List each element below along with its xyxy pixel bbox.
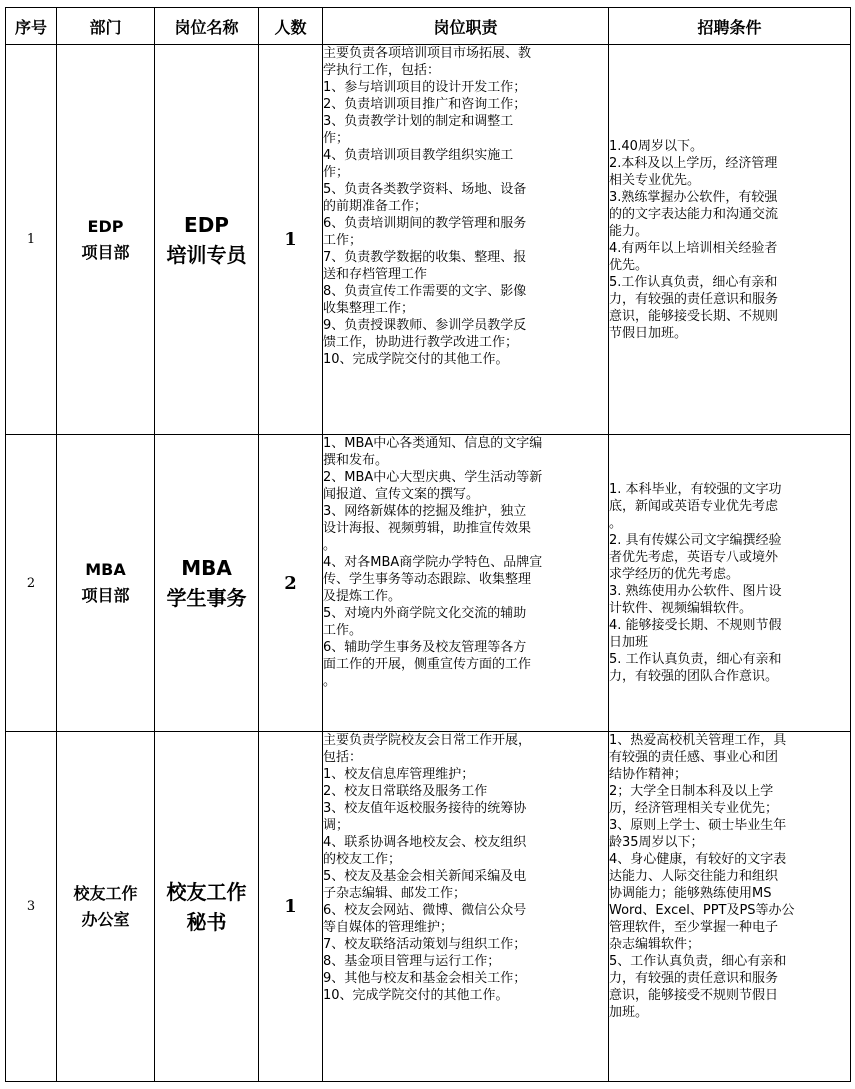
text-line: 8、负责宣传工作需要的文字、影像 xyxy=(323,284,527,299)
text-line: 主要负责各项培训项目市场拓展、教 xyxy=(323,46,532,61)
text-line: 1、参与培训项目的设计开发工作； xyxy=(323,80,527,95)
text-line: 。 xyxy=(323,674,337,689)
text-line: 2、负责培训项目推广和咨询工作； xyxy=(323,97,527,112)
text-line: 有较强的责任感、事业心和团 xyxy=(609,750,779,765)
text-line: 4、对各MBA商学院办学特色、品牌宣 xyxy=(323,555,543,570)
text-line: 者优先考虑，英语专八或境外 xyxy=(609,550,779,565)
text-line: 计软件、视频编辑软件。 xyxy=(609,601,753,616)
duties-cell xyxy=(323,435,609,732)
table-row xyxy=(6,732,851,1082)
text-line: 1、校友信息库管理维护； xyxy=(323,767,475,782)
text-line: 达能力、人际交往能力和组织 xyxy=(609,869,779,884)
text-line: 作； xyxy=(323,165,350,180)
position-line: MBA xyxy=(181,556,232,580)
text-line: 1.40周岁以下。 xyxy=(609,138,703,154)
text-line: 2、MBA中心大型庆典、学生活动等新 xyxy=(323,470,543,485)
requirements-cell xyxy=(609,435,851,732)
text-line: 闻报道、宣传文案的撰写。 xyxy=(323,487,480,502)
text-line: 传、学生事务等动态跟踪、收集整理 xyxy=(323,572,532,587)
text-line: 能力。 xyxy=(609,223,649,239)
text-line: 5、校友及基金会相关新闻采编及电 xyxy=(323,869,527,884)
seq-cell: 1 xyxy=(6,45,57,435)
text-line: 日加班 xyxy=(609,635,649,650)
text-line: 5. 工作认真负责，细心有亲和 xyxy=(609,652,782,667)
text-line: 5、负责各类教学资料、场地、设备 xyxy=(323,182,527,197)
text-line: 的的文字表达能力和沟通交流 xyxy=(609,206,779,222)
text-line: 3、原则上学士、硕士毕业生年 xyxy=(609,818,787,833)
text-line: 10、完成学院交付的其他工作。 xyxy=(323,352,509,367)
text-line: 工作； xyxy=(323,233,363,248)
text-line: 3、校友值年返校服务接待的统筹协 xyxy=(323,801,527,816)
text-line: 杂志编辑软件； xyxy=(609,937,701,952)
text-line: 撰和发布。 xyxy=(323,453,389,468)
text-line: 3、网络新媒体的挖掘及维护，独立 xyxy=(323,504,527,519)
text-line: 10、完成学院交付的其他工作。 xyxy=(323,988,509,1003)
text-line: 2；大学全日制本科及以上学 xyxy=(609,784,774,799)
text-line: 4、负责培训项目教学组织实施工 xyxy=(323,148,514,163)
text-line: 调； xyxy=(323,818,350,833)
dept-cell xyxy=(57,732,155,1082)
text-line: 意识，能够接受不规则节假日 xyxy=(609,988,779,1003)
text-line: 求学经历的优先考虑。 xyxy=(609,567,740,582)
text-line: 6、辅助学生事务及校友管理等各方 xyxy=(323,640,527,655)
table-row xyxy=(6,45,851,435)
text-line: 9、其他与校友和基金会相关工作； xyxy=(323,971,527,986)
text-line: 包括： xyxy=(323,750,363,765)
duties-cell xyxy=(323,45,609,435)
dept-cell xyxy=(57,45,155,435)
text-line: 意识，能够接受长期、不规则 xyxy=(609,308,779,324)
text-line: 2. 具有传媒公司文字编撰经验 xyxy=(609,533,782,548)
text-line: 6、校友会网站、微博、微信公众号 xyxy=(323,903,527,918)
text-line: 主要负责学院校友会日常工作开展， xyxy=(323,733,532,748)
text-line: 馈工作，协助进行教学改进工作； xyxy=(323,335,519,350)
text-line: 1、热爱高校机关管理工作，具 xyxy=(609,733,787,748)
text-line: 2、校友日常联络及服务工作 xyxy=(323,784,488,799)
duties-cell xyxy=(323,732,609,1082)
text-line: 。 xyxy=(323,538,337,553)
text-line: 送和存档管理工作 xyxy=(323,267,428,282)
text-line: 相关专业优先。 xyxy=(609,172,701,188)
text-line: 结协作精神； xyxy=(609,767,688,782)
text-line: 8、基金项目管理与运行工作； xyxy=(323,954,501,969)
text-line: 1、MBA中心各类通知、信息的文字编 xyxy=(323,436,543,451)
text-line: 1. 本科毕业，有较强的文字功 xyxy=(609,482,782,497)
count-cell: 1 xyxy=(259,732,323,1082)
position-line: 培训专员 xyxy=(166,242,247,267)
text-line: 作； xyxy=(323,131,350,146)
text-line: 5、工作认真负责，细心有亲和 xyxy=(609,954,787,969)
dept-line: MBA xyxy=(85,560,126,579)
text-line: Word、Excel、PPT及PS等办公 xyxy=(609,903,795,918)
dept-line: 校友工作 xyxy=(73,883,138,903)
header-count: 人数 xyxy=(259,8,323,45)
position-line: 秘书 xyxy=(186,909,227,934)
position-line: 校友工作 xyxy=(166,879,247,904)
text-line: 工作。 xyxy=(323,623,363,638)
text-line: 节假日加班。 xyxy=(609,325,688,341)
dept-cell xyxy=(57,435,155,732)
text-line: 7、校友联络活动策划与组织工作； xyxy=(323,937,527,952)
seq-cell: 2 xyxy=(6,435,57,732)
dept-line: 项目部 xyxy=(81,242,130,262)
recruitment-table xyxy=(5,7,851,1082)
text-line: 9、负责授课教师、参训学员教学反 xyxy=(323,318,527,333)
text-line: 管理软件，至少掌握一种电子 xyxy=(609,920,779,935)
position-line: EDP xyxy=(184,212,229,237)
table-row xyxy=(6,435,851,732)
text-line: 协调能力；能够熟练使用MS xyxy=(609,886,772,901)
text-line: 收集整理工作； xyxy=(323,301,415,316)
text-line: 3、负责教学计划的制定和调整工 xyxy=(323,114,514,129)
text-line: 历，经济管理相关专业优先； xyxy=(609,801,779,816)
position-line: 学生事务 xyxy=(166,586,247,610)
header-requirements: 招聘条件 xyxy=(609,8,851,45)
dept-line: EDP xyxy=(87,216,124,236)
text-line: 5.工作认真负责，细心有亲和 xyxy=(609,274,778,290)
text-line: 设计海报、视频剪辑，助推宣传效果 xyxy=(323,521,532,536)
text-line: 的前期准备工作； xyxy=(323,199,428,214)
text-line: 4、身心健康，有较好的文字表 xyxy=(609,852,787,867)
text-line: 。 xyxy=(609,516,623,531)
count-cell: 2 xyxy=(259,435,323,732)
dept-line: 办公室 xyxy=(81,909,130,929)
text-line: 6、负责培训期间的教学管理和服务 xyxy=(323,216,527,231)
seq-cell: 3 xyxy=(6,732,57,1082)
text-line: 7、负责教学数据的收集、整理、报 xyxy=(323,250,527,265)
text-line: 2.本科及以上学历，经济管理 xyxy=(609,155,778,171)
text-line: 等自媒体的管理维护； xyxy=(323,920,454,935)
text-line: 优先。 xyxy=(609,257,649,273)
text-line: 5、对境内外商学院文化交流的辅助 xyxy=(323,606,527,621)
text-line: 4. 能够接受长期、不规则节假 xyxy=(609,618,782,633)
text-line: 面工作的开展，侧重宣传方面的工作 xyxy=(323,657,532,672)
text-line: 的校友工作； xyxy=(323,852,402,867)
text-line: 龄35周岁以下； xyxy=(609,835,704,850)
text-line: 4、联系协调各地校友会、校友组织 xyxy=(323,835,527,850)
requirements-cell xyxy=(609,45,851,435)
text-line: 3. 熟练使用办公软件、图片设 xyxy=(609,584,782,599)
text-line: 学执行工作，包括： xyxy=(323,63,441,78)
text-line: 子杂志编辑、邮发工作； xyxy=(323,886,467,901)
header-seq: 序号 xyxy=(6,8,57,45)
text-line: 及提炼工作。 xyxy=(323,589,402,604)
text-line: 力，有较强的团队合作意识。 xyxy=(609,669,779,684)
count-cell: 1 xyxy=(259,45,323,435)
requirements-cell xyxy=(609,732,851,1082)
header-row xyxy=(6,8,851,45)
position-cell xyxy=(155,435,259,732)
position-cell xyxy=(155,45,259,435)
text-line: 4.有两年以上培训相关经验者 xyxy=(609,240,778,256)
text-line: 底，新闻或英语专业优先考虑 xyxy=(609,499,779,514)
header-dept: 部门 xyxy=(57,8,155,45)
header-position: 岗位名称 xyxy=(155,8,259,45)
text-line: 3.熟练掌握办公软件，有较强 xyxy=(609,189,778,205)
text-line: 加班。 xyxy=(609,1005,649,1020)
dept-line: 项目部 xyxy=(81,586,130,605)
text-line: 力，有较强的责任意识和服务 xyxy=(609,291,779,307)
text-line: 力，有较强的责任意识和服务 xyxy=(609,971,779,986)
position-cell xyxy=(155,732,259,1082)
header-duties: 岗位职责 xyxy=(323,8,609,45)
